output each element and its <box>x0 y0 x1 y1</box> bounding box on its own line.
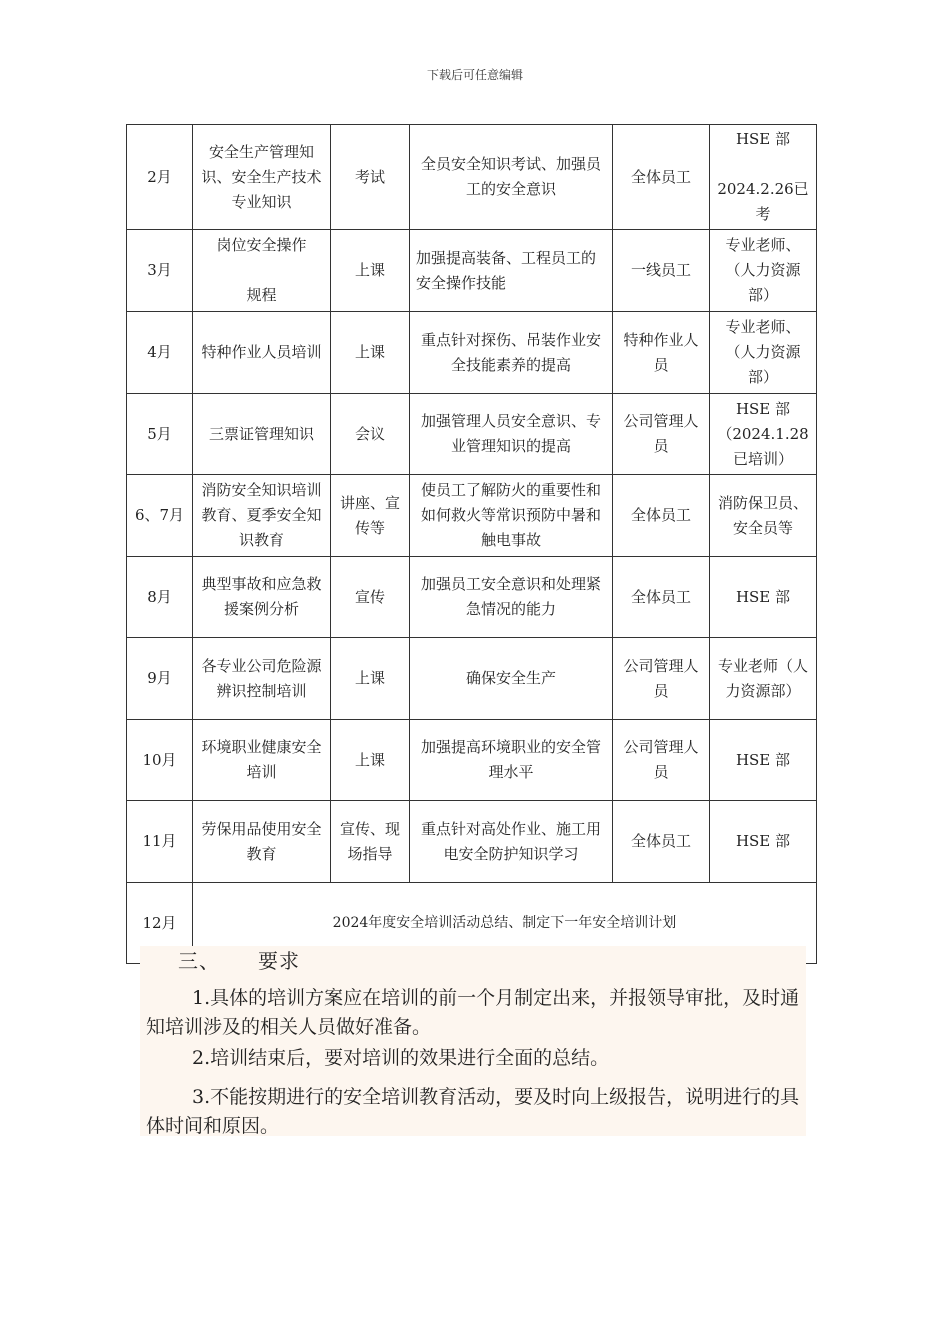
target-cell: 全体员工 <box>613 125 710 230</box>
table-row <box>127 125 817 230</box>
table-row <box>127 230 817 312</box>
owner-cell: HSE 部 <box>710 720 817 801</box>
target-cell: 公司管理人员 <box>613 720 710 801</box>
content-cell: 三票证管理知识 <box>193 394 331 475</box>
target-cell: 特种作业人员 <box>613 312 710 394</box>
goal-cell: 加强员工安全意识和处理紧急情况的能力 <box>410 557 613 638</box>
requirements-section <box>140 946 806 1136</box>
content-cell: 环境职业健康安全培训 <box>193 720 331 801</box>
target-cell: 公司管理人员 <box>613 394 710 475</box>
method-cell: 讲座、宣传等 <box>331 475 410 557</box>
owner-cell: HSE 部 2024.2.26已考 <box>710 125 817 230</box>
goal-cell: 重点针对探伤、吊装作业安全技能素养的提高 <box>410 312 613 394</box>
method-cell: 考试 <box>331 125 410 230</box>
goal-cell: 加强管理人员安全意识、专业管理知识的提高 <box>410 394 613 475</box>
method-cell: 宣传、现场指导 <box>331 801 410 883</box>
content-cell: 消防安全知识培训教育、夏季安全知识教育 <box>193 475 331 557</box>
table-row <box>127 557 817 638</box>
goal-cell: 全员安全知识考试、加强员工的安全意识 <box>410 125 613 230</box>
content-cell: 特种作业人员培训 <box>193 312 331 394</box>
section-number: 三、 <box>178 949 220 973</box>
owner-cell: HSE 部 <box>710 801 817 883</box>
content-cell: 安全生产管理知识、安全生产技术专业知识 <box>193 125 331 230</box>
method-cell: 上课 <box>331 312 410 394</box>
content-cell: 典型事故和应急救援案例分析 <box>193 557 331 638</box>
section-title: 要求 <box>258 949 300 973</box>
requirement-item: 1.具体的培训方案应在培训的前一个月制定出来，并报领导审批，及时通知培训涉及的相关人员做好准备。 <box>146 987 800 1038</box>
table-row <box>127 720 817 801</box>
method-cell: 上课 <box>331 230 410 312</box>
content-cell: 劳保用品使用安全教育 <box>193 801 331 883</box>
owner-cell: 专业老师、（人力资源部） <box>710 312 817 394</box>
table-row <box>127 312 817 394</box>
requirements-heading <box>178 945 300 974</box>
table-row <box>127 801 817 883</box>
header-note: 下载后可任意编辑 <box>426 68 523 82</box>
month-cell: 6、7月 <box>127 475 193 557</box>
month-cell: 10月 <box>127 720 193 801</box>
owner-cell: HSE 部（2024.1.28已培训） <box>710 394 817 475</box>
method-cell: 宣传 <box>331 557 410 638</box>
month-cell: 8月 <box>127 557 193 638</box>
goal-cell: 确保安全生产 <box>410 638 613 720</box>
target-cell: 全体员工 <box>613 557 710 638</box>
owner-cell: HSE 部 <box>710 557 817 638</box>
target-cell: 公司管理人员 <box>613 638 710 720</box>
content-cell: 岗位安全操作 规程 <box>193 230 331 312</box>
summary-cell: 2024年度安全培训活动总结、制定下一年安全培训计划 <box>193 883 817 964</box>
goal-cell: 加强提高环境职业的安全管理水平 <box>410 720 613 801</box>
month-cell: 2月 <box>127 125 193 230</box>
month-cell: 5月 <box>127 394 193 475</box>
goal-cell: 加强提高装备、工程员工的安全操作技能 <box>410 230 613 312</box>
table-row <box>127 638 817 720</box>
method-cell: 会议 <box>331 394 410 475</box>
owner-cell: 专业老师、（人力资源部） <box>710 230 817 312</box>
month-cell: 3月 <box>127 230 193 312</box>
month-cell: 4月 <box>127 312 193 394</box>
target-cell: 全体员工 <box>613 475 710 557</box>
goal-cell: 重点针对高处作业、施工用电安全防护知识学习 <box>410 801 613 883</box>
requirement-item: 3.不能按期进行的安全培训教育活动，要及时向上级报告，说明进行的具体时间和原因。 <box>146 1086 800 1137</box>
method-cell: 上课 <box>331 720 410 801</box>
table-row <box>127 394 817 475</box>
requirement-item: 2.培训结束后，要对培训的效果进行全面的总结。 <box>192 1047 610 1069</box>
table-row <box>127 475 817 557</box>
goal-cell: 使员工了解防火的重要性和如何救火等常识预防中暑和触电事故 <box>410 475 613 557</box>
month-cell: 9月 <box>127 638 193 720</box>
owner-cell: 消防保卫员、安全员等 <box>710 475 817 557</box>
content-cell: 各专业公司危险源辨识控制培训 <box>193 638 331 720</box>
owner-cell: 专业老师（人力资源部） <box>710 638 817 720</box>
target-cell: 一线员工 <box>613 230 710 312</box>
training-plan-table <box>126 124 817 964</box>
month-cell: 12月 <box>127 883 193 964</box>
target-cell: 全体员工 <box>613 801 710 883</box>
month-cell: 11月 <box>127 801 193 883</box>
method-cell: 上课 <box>331 638 410 720</box>
